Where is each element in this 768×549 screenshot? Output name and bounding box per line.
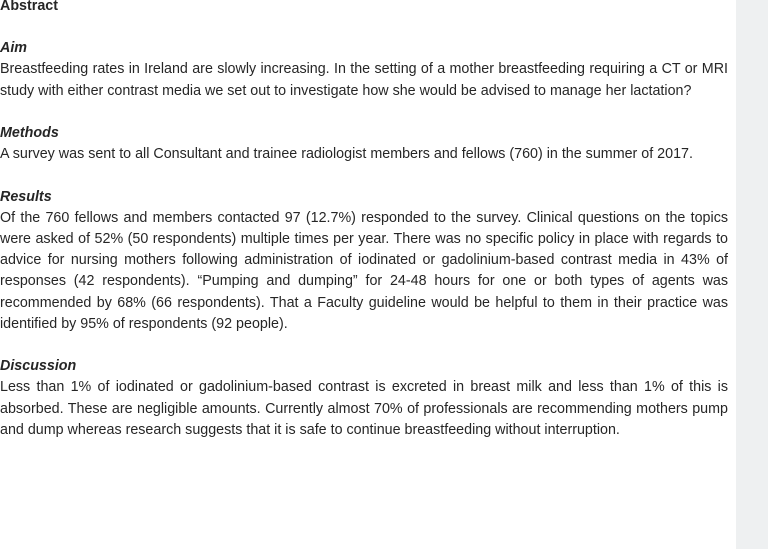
section-text-aim: Breastfeeding rates in Ireland are slowly increasing. In the setting of a mother breastfeeding requiring a CT or MRI study with either contrast media we set out to investigate how she would be advised to manage her lactation?: [0, 61, 728, 99]
section-results: [0, 187, 728, 335]
section-heading-results: Results: [0, 188, 52, 205]
page-margin-strip: [736, 0, 768, 549]
section-aim: [0, 38, 728, 102]
abstract-title: Abstract: [0, 0, 58, 14]
section-methods: [0, 123, 728, 165]
section-text-methods: A survey was sent to all Consultant and trainee radiologist members and fellows (760) in the summer of 2017.: [0, 146, 693, 163]
section-heading-methods: Methods: [0, 125, 59, 141]
section-text-results: Of the 760 fellows and members contacted 97 (12.7%) responded to the survey. Clinical questions on the topics were asked of 52% (50 respondents) multiple times per year. There was no specific policy in place with regards to advice for nursing mothers following administration of iodinated or gadolinium-based contrast media in 43% of responses (42 respondents). “Pumping and dumping” for 24-48 hours for one or both types of agents was recommended by 68% (66 respondents). That a Faculty guideline would be helpful to them in their practice was identified by 95% of respondents (92 people).: [0, 209, 728, 332]
section-discussion: [0, 356, 728, 441]
section-heading-aim: Aim: [0, 40, 28, 57]
section-heading-discussion: Discussion: [0, 358, 77, 375]
section-text-discussion: Less than 1% of iodinated or gadolinium-based contrast is excreted in breast milk and less than 1% of this is absorbed. These are negligible amounts. Currently almost 70% of professionals are recommending mothers pump and dump whereas research suggests that it is safe to continue breastfeeding without interruption.: [0, 379, 728, 438]
